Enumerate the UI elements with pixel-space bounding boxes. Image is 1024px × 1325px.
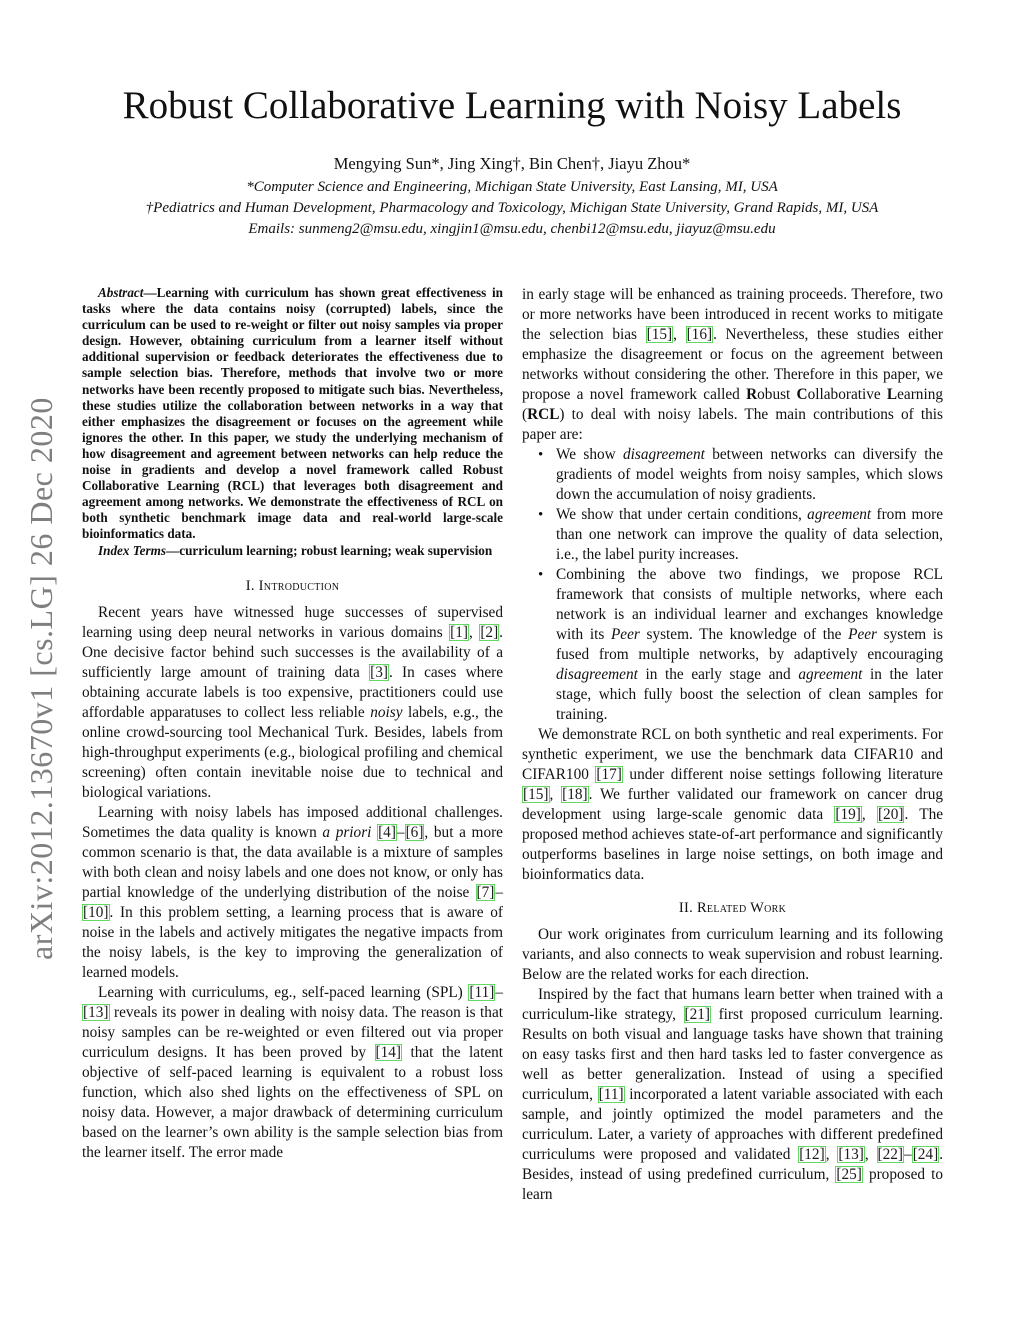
- citation-link[interactable]: [13]: [838, 1146, 864, 1163]
- citation-link[interactable]: [20]: [877, 806, 904, 823]
- intro-paragraph-1: Recent years have witnessed huge successes of supervised learning using deep neural networks in various domains [1], [2]. One decisive factor behind such successes is the availability of a sufficiently large amount of training data [3]. In cases where obtaining accurate labels is too expensive, practitioners could use affordable apparatuses to collect less reliable noisy labels, e.g., the online crowd-sourcing tool Mechanical Turk. Besides, labels from high-throughput experiments (e.g., biological profiling and chemical screening) often contain inevitable noise due to technical and biological variations.: [82, 603, 504, 801]
- citation-link[interactable]: [2]: [480, 623, 499, 641]
- intro-paragraph-2: Learning with noisy labels has imposed additional challenges. Sometimes the data quality is known a priori [4]–[6], but a more common scenario is that, the data available is a mixture of samples with both clean and noisy labels and one does not know, or only has partial knowledge of the underlying distribution of the noise [7]–[10]. In this problem setting, a learning process that is aware of noise in the labels and actively mitigates the negative impacts from the noisy labels, is the key to improving the generalization of learned models.: [82, 803, 503, 981]
- citation-link[interactable]: [21]: [684, 1006, 711, 1023]
- related-paragraph-2: Inspired by the fact that humans learn better when trained with a curriculum-like strategy, [21] first proposed curriculum learning. Results on both visual and language tasks have shown that training on easy tasks first and then hard tasks led to faster convergence as well as better generalization. Instead of using a specified curriculum, [11] incorporated a latent variable associated with each sample, and jointly optimized the model parameters and the curriculum. Later, a variety of approaches with different predefined curriculums were proposed and validated [12], [13], [22]–[24]. Besides, instead of using predefined curriculum, [25] proposed to learn: [522, 986, 944, 1203]
- citation-link[interactable]: [17]: [596, 766, 622, 783]
- citation-link[interactable]: [24]: [912, 1146, 939, 1163]
- section-heading-introduction: I. Introduction: [245, 577, 340, 594]
- citation-link[interactable]: [16]: [686, 326, 713, 343]
- author-emails: Emails: sunmeng2@msu.edu, xingjin1@msu.edu, chenbi12@msu.edu, jiayuz@msu.edu: [248, 221, 776, 237]
- abstract-label: Abstract: [98, 285, 144, 300]
- citation-link[interactable]: [19]: [835, 806, 861, 823]
- section-heading-related-work: II. Related Work: [678, 900, 787, 916]
- citation-link[interactable]: [7]: [476, 883, 495, 901]
- author-list: Mengying Sun*, Jing Xing†, Bin Chen†, Jiayu Zhou*: [333, 154, 691, 173]
- arxiv-identifier: arXiv:2012.13670v1 [cs.LG] 26 Dec 2020: [23, 397, 59, 960]
- intro-paragraph-3: Learning with curriculums, eg., self-paced learning (SPL) [11]–[13] reveals its power in dealing with noisy data. The reason is that noisy samples can be re-weighted or even filtered out via proper curriculum designs. It has been proved by [14] that the latent objective of self-paced learning is equivalent to a robust loss function, which also shed lights on the effectiveness of SPL on noisy data. However, a major drawback of determining curriculum based on the learner’s own ability is the sample selection bias from the learner itself. The error made: [82, 983, 504, 1161]
- citation-link[interactable]: [18]: [562, 786, 588, 803]
- citation-link[interactable]: [4]: [378, 823, 396, 841]
- citation-link[interactable]: [12]: [799, 1146, 825, 1163]
- list-item: • Combining the above two findings, we propose RCL framework that consists of multiple networks, where each network is an individual learner and exchanges knowledge with its Peer system. The knowledge of the Peer system is fused from multiple networks, by adaptively encouraging disagreement in the early stage and agreement in the later stage, which fully boost the selection of clean samples for training.: [556, 565, 943, 725]
- paper-title: Robust Collaborative Learning with Noisy Labels: [122, 84, 902, 127]
- citation-link[interactable]: [6]: [405, 823, 424, 841]
- abstract: [82, 285, 503, 543]
- index-terms-text: —curriculum learning; robust learning; weak supervision: [166, 542, 493, 558]
- citation-link[interactable]: [11]: [469, 983, 495, 1001]
- affiliation-1: *Computer Science and Engineering, Michigan State University, East Lansing, MI, USA: [246, 179, 778, 195]
- citation-link[interactable]: [11]: [598, 1086, 624, 1103]
- citation-link[interactable]: [14]: [375, 1043, 401, 1061]
- index-terms-label: Index Terms: [98, 542, 167, 558]
- index-terms: [82, 543, 503, 559]
- related-paragraph-1: Our work originates from curriculum learning and its following variants, and also connects to weak supervision and robust learning. Below are the related works for each direction.: [522, 926, 943, 983]
- contributions-list: [522, 445, 943, 725]
- citation-link[interactable]: [22]: [877, 1146, 904, 1163]
- list-item: • We show that under certain conditions, agreement from more than one network can improve the quality of data selection, i.e., the label purity increases.: [556, 505, 943, 565]
- citation-link[interactable]: [1]: [450, 623, 468, 641]
- abstract-text: —Learning with curriculum has shown great effectiveness in tasks where the data contains noisy (corrupted) labels, since the curriculum can be used to re-weight or filter out noisy samples via proper design. However, obtaining curriculum from a learner itself without additional supervision or feedback deteriorates the effectiveness due to sample selection bias. Therefore, methods that involve two or more networks have been recently proposed to mitigate such bias. Nevertheless, these studies utilize the collaboration between networks in a way that either emphasizes the disagreement or focuses on the agreement while ignores the other. In this paper, we study the underlying mechanism of how disagreement and agreement between networks can help reduce the noise in gradients and develop a novel framework called Robust Collaborative Learning (RCL) that leverages both disagreement and agreement among networks. We demonstrate the effectiveness of RCL on both synthetic benchmark image data and real-world large-scale bioinformatics data.: [82, 285, 503, 542]
- affiliation-2: †Pediatrics and Human Development, Pharmacology and Toxicology, Michigan State University, Grand Rapids, MI, USA: [145, 200, 879, 216]
- list-item: • We show disagreement between networks can diversify the gradients of model weights from noisy samples, which slows down the accumulation of noisy gradients.: [556, 445, 943, 505]
- citation-link[interactable]: [15]: [523, 786, 549, 803]
- citation-link[interactable]: [25]: [836, 1166, 862, 1183]
- intro-paragraph-5: We demonstrate RCL on both synthetic and real experiments. For synthetic experiment, we use the benchmark data CIFAR10 and CIFAR100 [17] under different noise settings following literature [15], [18]. We further validated our framework on cancer drug development using large-scale genomic data [19], [20]. The proposed method achieves state-of-art performance and significantly outperforms baselines in large noise settings, on both image and bioinformatics data.: [522, 726, 944, 883]
- intro-paragraph-4: in early stage will be enhanced as training proceeds. Therefore, two or more networks have been introduced in recent works to mitigate the selection bias [15], [16]. Nevertheless, these studies either emphasize the disagreement or focus on the agreement between networks without considering the other. Therefore in this paper, we propose a novel framework called Robust Collaborative Learning (RCL) to deal with noisy labels. The main contributions of this paper are:: [522, 286, 944, 443]
- citation-link[interactable]: [10]: [83, 903, 109, 921]
- citation-link[interactable]: [13]: [83, 1003, 109, 1021]
- citation-link[interactable]: [15]: [646, 326, 673, 343]
- citation-link[interactable]: [3]: [370, 663, 388, 681]
- left-column: [82, 285, 503, 1163]
- right-column: [522, 285, 943, 1205]
